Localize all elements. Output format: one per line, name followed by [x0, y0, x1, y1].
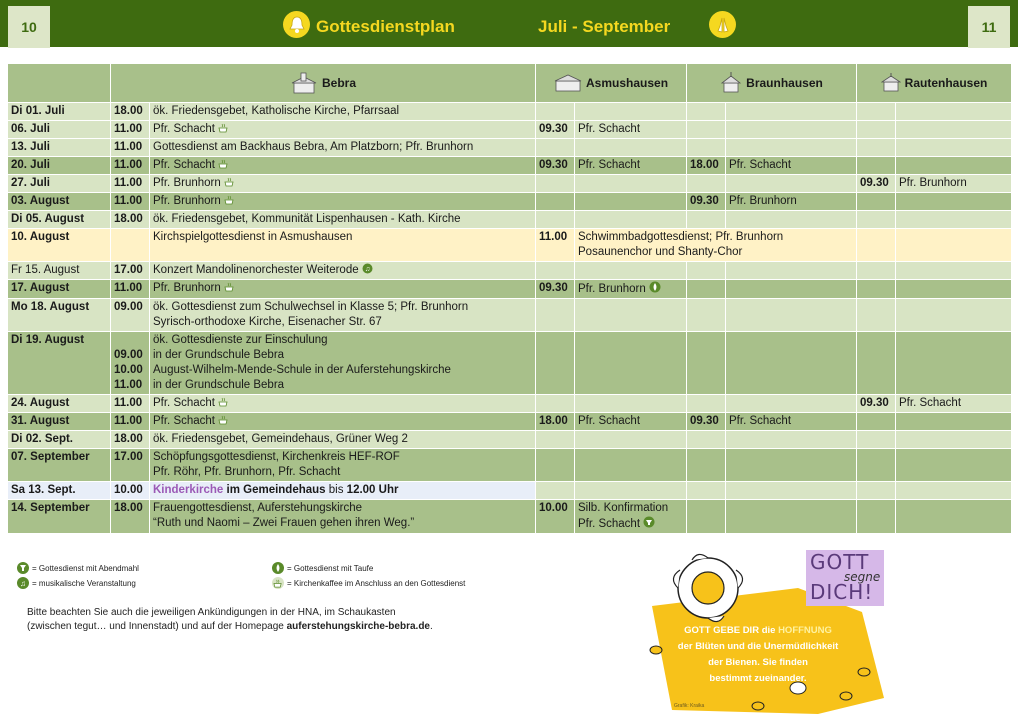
event-text: im Gemeindehaus: [223, 484, 326, 496]
page-title: Gottesdienstplan: [316, 17, 455, 36]
table-row: [8, 139, 1012, 157]
svg-text:♫: ♫: [364, 266, 370, 273]
event-text: in der Grundschule Bebra: [153, 349, 285, 361]
church-icon: [720, 72, 742, 94]
event-cell: Pfr. Brunhorn: [896, 175, 1012, 193]
event-text: Pfr. Schacht: [153, 159, 216, 171]
abendmahl-icon: [17, 562, 29, 574]
legend-abendmahl: [17, 562, 139, 574]
table-header-row: [8, 64, 1012, 103]
event-cell: [150, 280, 536, 299]
date-cell: 20. Juli: [8, 157, 111, 175]
event-cell: Pfr. Schacht: [575, 413, 687, 431]
time-cell: 18.00: [111, 431, 150, 449]
legend-text: = Gottesdienst mit Abendmahl: [32, 563, 139, 573]
date-cell: 31. August: [8, 413, 111, 431]
column-rautenhausen: [857, 64, 1012, 103]
event-cell: ök. Friedensgebet, Gemeindehaus, Grüner Weg 2: [150, 431, 536, 449]
event-text: Pfr. Brunhorn: [153, 282, 221, 294]
praying-hands-icon: [709, 11, 736, 38]
gott-segne-dich-badge: GOTT segne DICH!: [806, 550, 884, 606]
church-icon: [881, 73, 901, 93]
time-cell: 11.00: [111, 413, 150, 431]
page-number-right: 11: [968, 6, 1010, 48]
date-cell: 14. September: [8, 500, 111, 534]
time-value: 10.00: [114, 364, 143, 376]
event-cell: [150, 175, 536, 193]
event-cell: [150, 482, 536, 500]
event-cell: Kirchspielgottesdienst in Asmushausen: [150, 229, 536, 262]
music-icon: ♫: [17, 577, 29, 589]
note-line: Bitte beachten Sie auch die jeweiligen Ankündigungen in der HNA, im Schaukasten: [27, 607, 396, 618]
event-cell: [150, 395, 536, 413]
time-cell: 11.00: [111, 175, 150, 193]
table-row: [8, 431, 1012, 449]
table-row: [8, 280, 1012, 299]
column-rautenhausen-label: Rautenhausen: [904, 75, 988, 90]
event-text: ök. Gottesdienst zum Schulwechsel in Klasse 5; Pfr. Brunhorn: [153, 301, 469, 313]
event-cell: [575, 229, 857, 262]
date-cell: 07. September: [8, 449, 111, 482]
time-cell: 11.00: [111, 121, 150, 139]
event-text: Posaunenchor und Shanty-Chor: [578, 246, 743, 258]
time-cell: 09.30: [536, 157, 575, 175]
coffee-cup-icon: [218, 415, 229, 425]
homepage-link[interactable]: auferstehungskirche-bebra.de: [286, 621, 430, 632]
event-cell: Pfr. Schacht: [726, 157, 857, 175]
event-text: Pfr. Brunhorn: [153, 177, 221, 189]
table-row: [8, 211, 1012, 229]
event-cell: Pfr. Schacht: [896, 395, 1012, 413]
event-cell: [150, 332, 536, 395]
event-cell: [150, 299, 536, 332]
date-cell: Di 05. August: [8, 211, 111, 229]
kinderkirche-label: Kinderkirche: [153, 484, 224, 496]
time-cell: 09.30: [857, 395, 896, 413]
event-text: Pfr. Schacht: [153, 415, 216, 427]
time-cell: 09.30: [687, 413, 726, 431]
time-cell: [111, 332, 150, 395]
legend-text: = Gottesdienst mit Taufe: [287, 563, 374, 573]
event-cell: Pfr. Schacht: [575, 157, 687, 175]
event-text: August-Wilhelm-Mende-Schule in der Auferstehungskirche: [153, 364, 451, 376]
date-cell: 03. August: [8, 193, 111, 211]
time-cell: 11.00: [111, 193, 150, 211]
table-row: [8, 175, 1012, 193]
table-row: [8, 103, 1012, 121]
column-bebra-label: Bebra: [322, 75, 357, 90]
time-cell: 11.00: [111, 280, 150, 299]
event-text: Pfr. Schacht: [578, 518, 641, 530]
date-cell: Di 01. Juli: [8, 103, 111, 121]
time-cell: 11.00: [111, 157, 150, 175]
page-period: Juli - September: [538, 17, 671, 36]
church-icon: [290, 71, 318, 95]
column-braunhausen-label: Braunhausen: [746, 75, 823, 90]
time-cell: 11.00: [111, 395, 150, 413]
abendmahl-icon: [643, 516, 655, 528]
time-cell: 09.30: [687, 193, 726, 211]
legend-text: = musikalische Veranstaltung: [32, 578, 136, 588]
date-cell: Di 19. August: [8, 332, 111, 395]
event-text: Pfr. Schacht: [153, 123, 216, 135]
table-row: [8, 157, 1012, 175]
schedule-table: [7, 63, 1012, 534]
event-cell: Pfr. Schacht: [726, 413, 857, 431]
date-cell: Fr 15. August: [8, 262, 111, 280]
table-row: [8, 193, 1012, 211]
table-row: [8, 229, 1012, 262]
table-row: [8, 500, 1012, 534]
table-row: [8, 262, 1012, 280]
date-cell: 10. August: [8, 229, 111, 262]
header-band: [0, 0, 1018, 47]
date-cell: 06. Juli: [8, 121, 111, 139]
event-text: Syrisch-orthodoxe Kirche, Eisenacher Str. 67: [153, 316, 382, 328]
time-cell: 10.00: [536, 500, 575, 534]
coffee-cup-icon: [224, 282, 235, 292]
baptism-icon: [272, 562, 284, 574]
event-cell: [150, 193, 536, 211]
event-cell: [575, 500, 687, 534]
event-text: in der Grundschule Bebra: [153, 379, 285, 391]
time-cell: 18.00: [536, 413, 575, 431]
coffee-cup-icon: [224, 195, 235, 205]
baptism-icon: [649, 281, 661, 293]
date-cell: Di 02. Sept.: [8, 431, 111, 449]
table-row: [8, 299, 1012, 332]
time-cell: 18.00: [111, 500, 150, 534]
time-value: 11.00: [114, 379, 143, 391]
event-cell: [575, 280, 687, 299]
page-number-left: 10: [8, 6, 50, 48]
column-asmushausen-label: Asmushausen: [586, 75, 669, 90]
legend-musik: [17, 577, 136, 589]
note-line: (zwischen tegut… und Innenstadt) und auf der Homepage: [27, 621, 287, 632]
date-cell: 17. August: [8, 280, 111, 299]
date-cell: Mo 18. August: [8, 299, 111, 332]
music-icon: [362, 263, 373, 274]
date-cell: 27. Juli: [8, 175, 111, 193]
event-cell: ök. Friedensgebet, Kommunität Lispenhausen - Kath. Kirche: [150, 211, 536, 229]
time-cell: 09.00: [111, 299, 150, 332]
header-empty: [8, 64, 111, 103]
event-cell: ök. Friedensgebet, Katholische Kirche, Pfarrsaal: [150, 103, 536, 121]
table-row: [8, 332, 1012, 395]
time-cell: 17.00: [111, 262, 150, 280]
event-text: Konzert Mandolinenorchester Weiterode: [153, 264, 359, 276]
time-cell: 11.00: [111, 139, 150, 157]
church-icon: [554, 73, 582, 93]
bell-icon: [283, 11, 310, 38]
table-row: [8, 413, 1012, 431]
blessing-text: GOTT GEBE DIR die HOFFNUNG der Blüten und die Unermüdlichkeit der Bienen. Sie finden bestimmt zueinander.: [677, 625, 839, 684]
event-text: Pfr. Brunhorn: [153, 195, 221, 207]
event-cell: [150, 157, 536, 175]
event-text: Pfr. Röhr, Pfr. Brunhorn, Pfr. Schacht: [153, 466, 341, 478]
event-text: Pfr. Brunhorn: [578, 283, 646, 295]
time-cell: 10.00: [111, 482, 150, 500]
legend-text: = Kirchenkaffee im Anschluss an den Gottesdienst: [287, 578, 466, 588]
event-text: Pfr. Schacht: [153, 397, 216, 409]
time-cell: 09.30: [536, 280, 575, 299]
event-cell: [150, 121, 536, 139]
column-braunhausen: [687, 64, 857, 103]
date-cell: 24. August: [8, 395, 111, 413]
legend-taufe: [272, 562, 373, 574]
time-cell: 09.30: [536, 121, 575, 139]
time-cell: 17.00: [111, 449, 150, 482]
time-cell: 09.30: [857, 175, 896, 193]
event-cell: [150, 449, 536, 482]
coffee-cup-icon: [224, 177, 235, 187]
event-cell: Gottesdienst am Backhaus Bebra, Am Platzborn; Pfr. Brunhorn: [150, 139, 536, 157]
info-note: Bitte beachten Sie auch die jeweiligen Ankündigungen in der HNA, im Schaukasten (zwischen tegut… und Innenstadt) und auf der Homepage auferstehungskirche-bebra.de.: [27, 607, 433, 632]
table-row: [8, 395, 1012, 413]
table-row: [8, 482, 1012, 500]
event-cell: [150, 413, 536, 431]
legend-kaffee: [272, 577, 465, 589]
coffee-cup-icon: [272, 577, 284, 589]
event-text: bis: [325, 484, 347, 496]
event-text: Schöpfungsgottesdienst, Kirchenkreis HEF-ROF: [153, 451, 400, 463]
time-value: 09.00: [114, 349, 143, 361]
time-cell: 18.00: [111, 211, 150, 229]
coffee-cup-icon: [218, 123, 229, 133]
event-text: 12.00 Uhr: [346, 484, 399, 496]
coffee-cup-icon: [218, 159, 229, 169]
table-row: [8, 121, 1012, 139]
column-asmushausen: [536, 64, 687, 103]
time-cell: 11.00: [536, 229, 575, 262]
event-text: Silb. Konfirmation: [578, 502, 669, 514]
coffee-cup-icon: [218, 397, 229, 407]
time-cell: 18.00: [687, 157, 726, 175]
event-cell: [150, 500, 536, 534]
time-cell: 18.00: [111, 103, 150, 121]
event-cell: Pfr. Brunhorn: [726, 193, 857, 211]
date-cell: 13. Juli: [8, 139, 111, 157]
event-cell: Pfr. Schacht: [575, 121, 687, 139]
event-text: Frauengottesdienst, Auferstehungskirche: [153, 502, 363, 514]
event-text: “Ruth und Naomi – Zwei Frauen gehen ihren Weg.”: [153, 517, 415, 529]
graphic-credit: Grafik: Kraika: [674, 703, 705, 709]
date-cell: Sa 13. Sept.: [8, 482, 111, 500]
column-bebra: [111, 64, 536, 103]
event-text: ök. Gottesdienste zur Einschulung: [153, 334, 328, 346]
event-text: Schwimmbadgottesdienst; Pfr. Brunhorn: [578, 231, 784, 243]
event-cell: [150, 262, 536, 280]
table-row: [8, 449, 1012, 482]
